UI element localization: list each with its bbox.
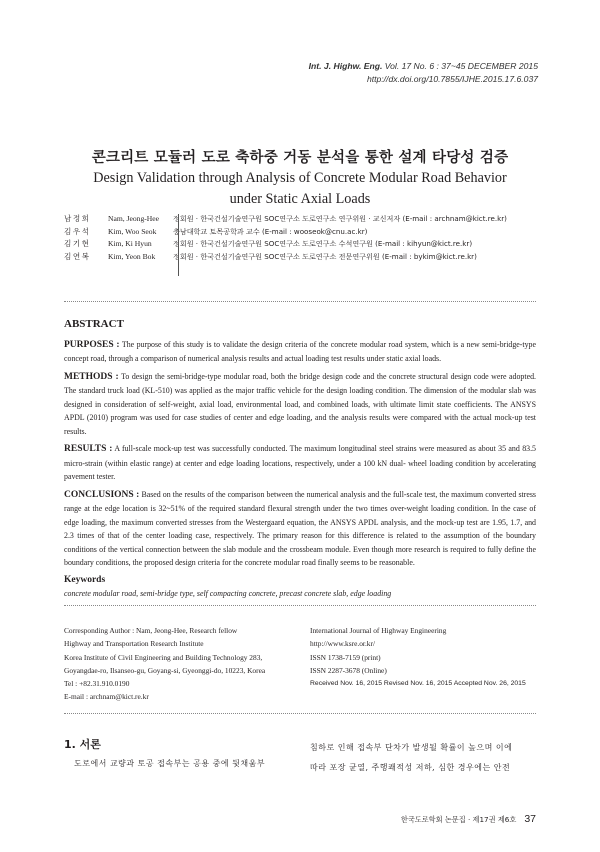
journal-header: [309, 60, 538, 85]
purposes-text: The purpose of this study is to validate the design criteria of the concrete modular road system, which is a new semi-bridge-type concept road, through a comparison of numerical analysis results and actual loading test results under static axial loads.: [64, 339, 536, 363]
author-name-english: Kim, Yeon Bok: [108, 251, 156, 261]
results-label: RESULTS :: [64, 444, 113, 454]
methods-paragraph: [64, 370, 536, 439]
author-divider: [178, 214, 179, 276]
journal-volume-line: [309, 60, 538, 73]
methods-label: METHODS :: [64, 371, 119, 382]
journal-url-link[interactable]: http://www.ksre.or.kr/: [310, 639, 376, 649]
author-affiliation: 정회원 · 한국건설기술연구원 SOC연구소 도로연구소 수석연구원 (E-mail : kihyun@kict.re.kr): [173, 239, 473, 249]
author-list: [64, 213, 507, 263]
author-name-korean: 김연복: [64, 251, 91, 261]
journal-doi: http://dx.doi.org/10.7855/IJHE.2015.17.6.037: [366, 73, 538, 84]
issn-print-line: ISSN 1738-7159 (print): [310, 652, 381, 662]
intro-right-line: 따라 포장 균열, 주행쾌적성 저하, 심한 경우에는 안전: [310, 763, 511, 772]
intro-heading: 1. 서론: [64, 738, 101, 751]
intro-right-text: [310, 738, 540, 778]
dotted-divider: [64, 301, 536, 302]
author-name-korean: 남정희: [64, 214, 91, 223]
author-row: [64, 213, 507, 226]
author-affiliation: 정회원 · 한국건설기술연구원 SOC연구소 도로연구소 연구위원 · 교신저자 (E-mail : archnam@kict.re.kr): [173, 214, 507, 223]
abstract-heading: ABSTRACT: [64, 318, 124, 330]
purposes-paragraph: [64, 338, 536, 366]
address-line: Goyangdae-ro, Ilsanseo-gu, Goyang-si, Gyeonggi-do, 10223, Korea: [64, 665, 266, 675]
results-text: A full-scale mock-up test was successfully conducted. The maximum longitudinal steel strains were measured as about 35 and 83.5 micro-strain (within elastic range) at center and edge loading locations, respectively, under a 100 kN dual- wheel loading condition by accelerating pavement tester.: [64, 444, 537, 481]
intro-right-line: 침하로 인해 접속부 단차가 발생될 확률이 높으며 이에: [310, 743, 513, 752]
journal-volume: Vol. 17 No. 6 : 37~45 DECEMBER 2015: [384, 61, 538, 71]
author-affiliation: 충남대학교 토목공학과 교수 (E-mail : wooseok@cnu.ac.kr): [173, 226, 368, 236]
keywords-text: concrete modular road, semi-bridge type, self compacting concrete, precast concrete slab, edge loading: [64, 589, 392, 598]
journal-info-block: [310, 624, 540, 690]
journal-name-line: International Journal of Highway Engineering: [310, 626, 447, 635]
footer-journal-name: 한국도로학회 논문집 · 제17권 제6호: [400, 815, 517, 824]
corresponding-author-line: Corresponding Author : Nam, Jeong-Hee, Research fellow: [64, 626, 238, 635]
title-english: Design Validation through Analysis of Concrete Modular Road Behavior under Static Axial Loads: [93, 170, 507, 207]
conclusions-text: Based on the results of the comparison between the numerical analysis and the full-scale test, the maximum converted stress range at the edge location is 32~51% of the required standard flexural strength under the two times over-weight loading condition. In the case of edge loading, the maximum converted stresses from the Westergaard equation, the ANSYS APDL analysis, and the mock-up test are 1.95, 1.7, and 2.3 times of that of the center loading case, respectively. The primary reason for this difference is related to the assumption of the boundary conditions of the vertical connection between the slab module and the crossbeam module. Even though more research is required to fully define the boundary conditions, the proposed design criteria for the concrete modular road finally seems to be reasonable.: [64, 489, 536, 567]
keywords-heading: Keywords: [64, 574, 106, 585]
page-footer: [401, 813, 536, 825]
dotted-divider: [64, 605, 536, 606]
title-korean: 콘크리트 모듈러 도로 축하중 거동 분석을 통한 설계 타당성 검증: [91, 150, 509, 166]
author-row: [64, 238, 507, 251]
author-name-korean: 김기현: [64, 239, 91, 249]
institute-line: Highway and Transportation Research Institute: [64, 639, 204, 649]
telephone-line: Tel : +82.31.910.0190: [64, 679, 130, 689]
corresponding-author-block: [64, 624, 304, 704]
issn-online-line: ISSN 2287-3678 (Online): [310, 665, 387, 675]
conclusions-paragraph: [64, 488, 536, 570]
abstract-section: [64, 318, 536, 601]
email-line: E-mail : archnam@kict.re.kr: [64, 692, 149, 702]
page-number: 37: [524, 813, 536, 825]
methods-text: To design the semi-bridge-type modular road, both the bridge design code and the concrete structural design code were adopted. The standard truck load (KL-510) was applied as the major traffic vehicle for the design loading condition. The dimension of the modular slab was designed in consideration of self-weight, axial load, environmental load, and combined loads, with ultimate limit state coefficients. The ANSYS APDL (2010) program was used for case studies of center and edge loading, and the analysis results were compared with the actual mock-up test results.: [64, 371, 536, 436]
author-name-english: Kim, Ki Hyun: [108, 239, 152, 249]
submission-dates: Received Nov. 16, 2015 Revised Nov. 16, 2015 Accepted Nov. 26, 2015: [310, 680, 526, 688]
intro-left-text: 도로에서 교량과 토공 접속부는 공용 중에 뒷채움부: [74, 759, 266, 768]
author-name-english: Kim, Woo Seok: [108, 226, 157, 236]
author-row: [64, 251, 507, 264]
conclusions-label: CONCLUSIONS :: [64, 489, 140, 500]
author-name-korean: 김우석: [64, 226, 91, 236]
author-row: [64, 226, 507, 239]
author-name-english: Nam, Jeong-Hee: [108, 214, 160, 223]
institute-line: Korea Institute of Civil Engineering and Building Technology 283,: [64, 652, 263, 662]
results-paragraph: [64, 442, 536, 484]
journal-abbrev: Int. J. Highw. Eng.: [308, 61, 383, 71]
dotted-divider: [64, 713, 536, 714]
purposes-label: PURPOSES :: [64, 339, 120, 350]
author-affiliation: 정회원 · 한국건설기술연구원 SOC연구소 도로연구소 전문연구위원 (E-mail : bykim@kict.re.kr): [173, 251, 477, 261]
